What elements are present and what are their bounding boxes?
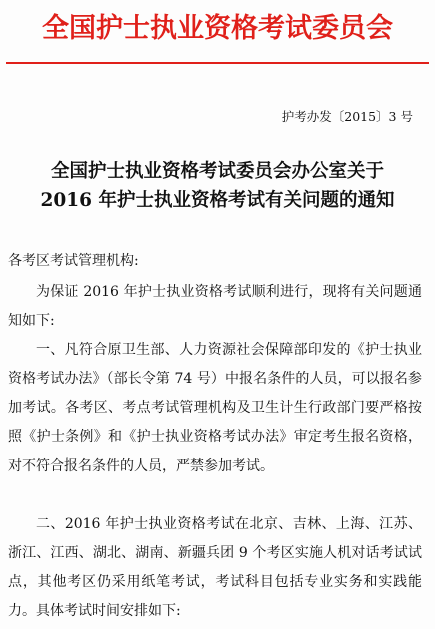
body-paragraph-eligibility: 一、凡符合原卫生部、人力资源社会保障部印发的《护士执业资格考试办法》（部长令第 74 号）中报名条件的人员，可以报名参加考试。各考区、考点考试管理机构及卫生计生行政部门要严格按照《护士条例》和《护士执业资格考试办法》审定考生报名资格，对不符合报名条件的人员，严禁参加考试。 <box>8 342 422 474</box>
letterhead-red-rule <box>6 62 429 64</box>
body-paragraph-intro: 为保证 2016 年护士执业资格考试顺利进行，现将有关问题通知如下: <box>8 284 422 329</box>
letterhead-org-name: 全国护士执业资格考试委员会 <box>42 13 393 44</box>
addressee: 各考区考试管理机构: <box>8 253 139 269</box>
document-title-line-2: 2016 年护士执业资格考试有关问题的通知 <box>40 190 395 211</box>
body-paragraph-exam-pilot: 二、2016 年护士执业资格考试在北京、吉林、上海、江苏、浙江、江西、湖北、湖南、新疆兵团 9 个考区实施人机对话考试试点，其他考区仍采用纸笔考试，考试科目包括专业实务和实践能力。具体考试时间安排如下: <box>8 516 422 619</box>
document-number: 护考办发〔2015〕3 号 <box>281 109 413 124</box>
document-title-line-1: 全国护士执业资格考试委员会办公室关于 <box>50 161 384 182</box>
